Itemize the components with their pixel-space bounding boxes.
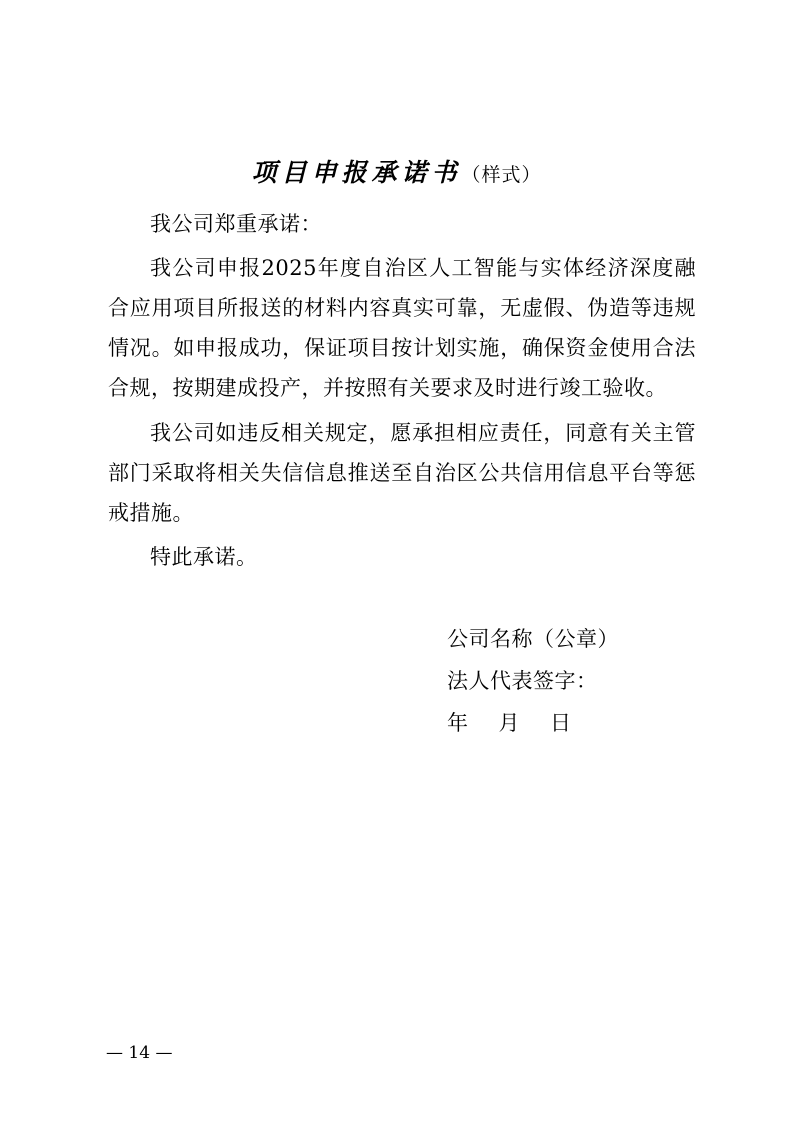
page-number: — 14 — — [106, 1043, 173, 1063]
signature-company: 公司名称（公章） — [447, 627, 619, 651]
paragraph-closing: 特此承诺。 — [150, 545, 258, 569]
title-subtitle: （样式） — [461, 164, 542, 186]
paragraph-liability: 我公司如违反相关规定，愿承担相应责任，同意有关主管部门采取将相关失信信息推送至自治区公共信用信息平台等惩戒措施。 — [108, 421, 696, 525]
date-month: 月 — [498, 711, 520, 735]
date-year: 年 — [447, 711, 469, 735]
signature-date — [447, 708, 572, 738]
paragraph-opening: 我公司郑重承诺： — [150, 212, 322, 236]
signature-legal-rep: 法人代表签字： — [447, 669, 598, 693]
date-day: 日 — [550, 711, 572, 735]
paragraph-commitment: 我公司申报2025年度自治区人工智能与实体经济深度融合应用项目所报送的材料内容真实可靠，无虚假、伪造等违规情况。如申报成功，保证项目按计划实施，确保资金使用合法合规，按期建成投产，并按照有关要求及时进行竣工验收。 — [108, 256, 696, 400]
title-main: 项目申报承诺书 — [251, 158, 462, 187]
document-title — [0, 153, 793, 189]
